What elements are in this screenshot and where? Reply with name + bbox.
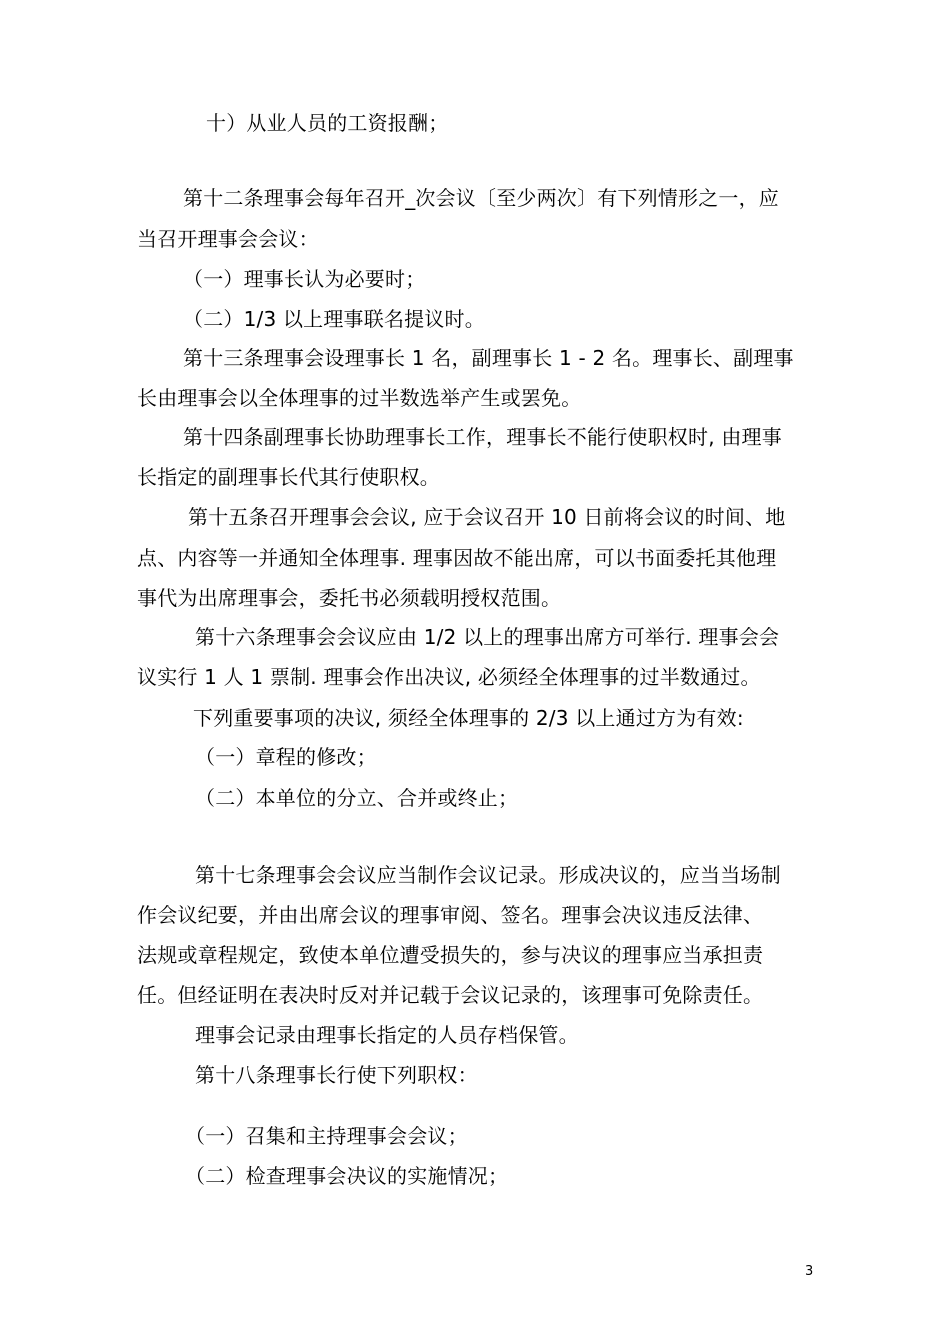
text-line: 下列重要事项的决议, 须经全体理事的 2/3 以上通过方为有效:: [193, 706, 744, 730]
text-line: （一）召集和主持理事会会议；: [185, 1124, 468, 1148]
text-line: 第十七条理事会会议应当制作会议记录。形成决议的，应当当场制: [195, 863, 781, 887]
text-line: （二）1/3 以上理事联名提议时。: [183, 307, 485, 331]
text-line: 第十六条理事会会议应由 1/2 以上的理事出席方可举行. 理事会会: [195, 625, 780, 649]
page-number: 3: [805, 1264, 814, 1279]
text-line: 十）从业人员的工资报酬；: [206, 111, 449, 135]
text-line: （一）章程的修改；: [195, 745, 377, 769]
text-line: 法规或章程规定，致使本单位遭受损失的，参与决议的理事应当承担责: [137, 943, 764, 967]
text-line: 事代为出席理事会，委托书必须载明授权范围。: [137, 586, 562, 610]
text-line: 长由理事会以全体理事的过半数选举产生或罢免。: [137, 386, 582, 410]
text-line: 第十五条召开理事会会议, 应于会议召开 10 日前将会议的时间、地: [188, 505, 786, 529]
text-line: 第十四条副理事长协助理事长工作，理事长不能行使职权时, 由理事: [183, 425, 782, 449]
text-line: 第十二条理事会每年召开_次会议〔至少两次〕有下列情形之一，应: [183, 186, 779, 210]
text-line: 理事会记录由理事长指定的人员存档保管。: [195, 1023, 579, 1047]
text-line: 点、内容等一并通知全体理事. 理事因故不能出席，可以书面委托其他理: [137, 546, 777, 570]
text-line: （二）检查理事会决议的实施情况；: [185, 1164, 509, 1188]
text-line: 任。但经证明在表决时反对并记载于会议记录的，该理事可免除责任。: [137, 983, 764, 1007]
text-line: 第十八条理事长行使下列职权：: [195, 1063, 478, 1087]
text-line: 第十三条理事会设理事长 1 名，副理事长 1 - 2 名。理事长、副理事: [183, 346, 794, 370]
text-line: （一）理事长认为必要时；: [183, 267, 426, 291]
text-line: 作会议纪要，并由出席会议的理事审阅、签名。理事会决议违反法律、: [137, 903, 764, 927]
text-line: （二）本单位的分立、合并或终止；: [195, 786, 519, 810]
text-line: 当召开理事会会议：: [137, 227, 319, 251]
text-line: 长指定的副理事长代其行使职权。: [137, 465, 440, 489]
text-line: 议实行 1 人 1 票制. 理事会作出决议, 必须经全体理事的过半数通过。: [137, 665, 761, 689]
